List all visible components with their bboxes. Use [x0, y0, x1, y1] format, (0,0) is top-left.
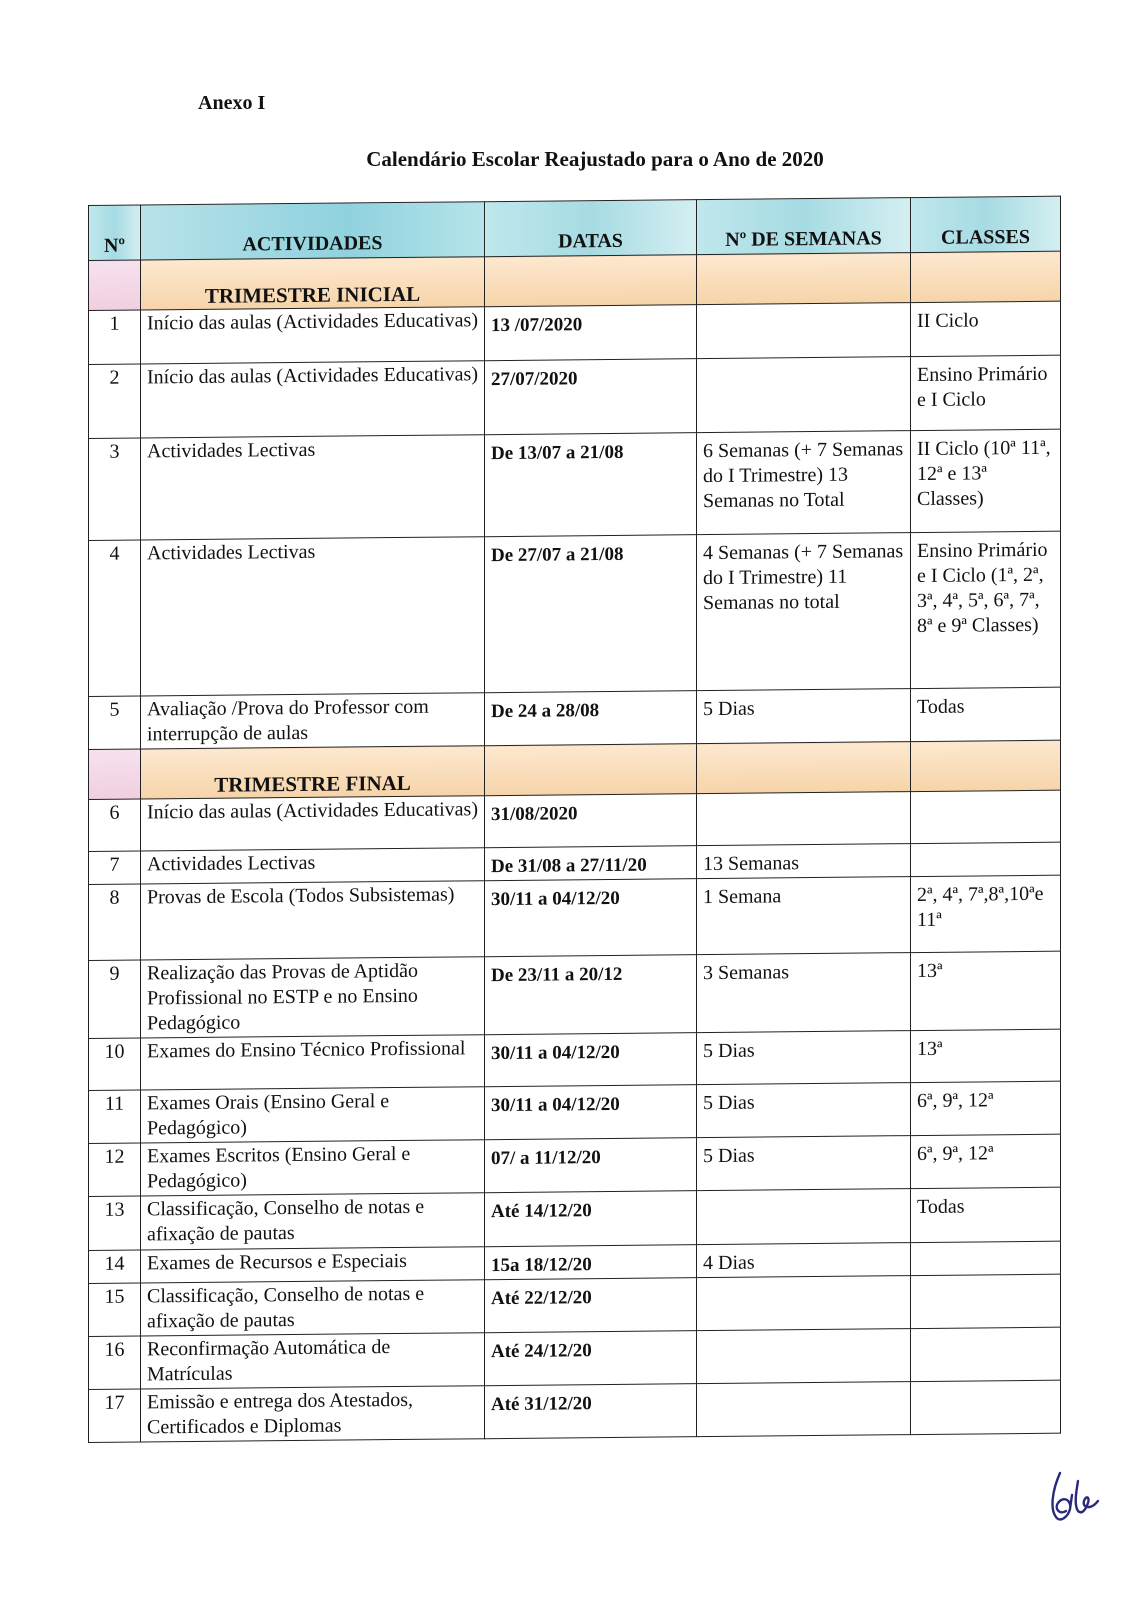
classes-cell: Ensino Primário e I Ciclo — [911, 355, 1061, 430]
weeks-cell: 3 Semanas — [697, 953, 911, 1033]
activity-cell: Exames Escritos (Ensino Geral e Pedagógico) — [141, 1140, 485, 1196]
header-activities: ACTIVIDADES — [141, 202, 485, 260]
weeks-cell — [697, 1276, 911, 1331]
classes-cell: Todas — [911, 1187, 1061, 1242]
dates-cell: 07/ a 11/12/20 — [485, 1138, 697, 1193]
table-row — [89, 1029, 1061, 1090]
weeks-cell — [697, 1329, 911, 1384]
dates-cell: 27/07/2020 — [485, 359, 697, 435]
activity-cell: Exames do Ensino Técnico Profissional — [141, 1035, 485, 1090]
dates-cell: 30/11 a 04/12/20 — [485, 1033, 697, 1087]
table-row — [89, 1187, 1061, 1250]
activity-cell: Exames de Recursos e Especiais — [141, 1247, 485, 1283]
table-row — [89, 1327, 1061, 1389]
row-number: 2 — [89, 364, 141, 438]
activity-cell: Classificação, Conselho de notas e afixação de pautas — [141, 1193, 485, 1250]
weeks-cell — [697, 303, 911, 359]
section-title: TRIMESTRE INICIAL — [141, 257, 485, 310]
calendar-table — [88, 196, 1061, 1443]
weeks-cell: 6 Semanas (+ 7 Semanas do I Trimestre) 13 Semanas no Total — [697, 431, 911, 535]
section-empty-cell — [911, 740, 1061, 791]
classes-cell: II Ciclo (10ª 11ª, 12ª e 13ª Classes) — [911, 429, 1061, 532]
weeks-cell: 5 Dias — [697, 1031, 911, 1085]
activity-cell: Início das aulas (Actividades Educativas) — [141, 361, 485, 438]
classes-cell — [911, 1380, 1061, 1434]
dates-cell: De 24 a 28/08 — [485, 691, 697, 746]
classes-cell: 2ª, 4ª, 7ª,8ª,10ªe 11ª — [911, 875, 1061, 952]
weeks-cell — [697, 357, 911, 433]
row-number: 9 — [89, 960, 141, 1038]
table-row — [89, 1081, 1061, 1143]
dates-cell: De 27/07 a 21/08 — [485, 535, 697, 693]
activity-cell: Início das aulas (Actividades Educativas) — [141, 796, 485, 851]
row-number: 4 — [89, 540, 141, 696]
dates-cell: Até 31/12/20 — [485, 1384, 697, 1439]
classes-cell: 13ª — [911, 1029, 1061, 1082]
classes-cell: 6ª, 9ª, 12ª — [911, 1134, 1061, 1188]
table-row — [89, 355, 1061, 438]
table-row — [89, 875, 1061, 960]
table-row — [89, 1380, 1061, 1442]
row-number: 16 — [89, 1336, 141, 1389]
activity-cell: Início das aulas (Actividades Educativas) — [141, 307, 485, 364]
classes-cell — [911, 1327, 1061, 1381]
dates-cell: Até 24/12/20 — [485, 1331, 697, 1386]
weeks-cell — [697, 1382, 911, 1437]
dates-cell: Até 14/12/20 — [485, 1191, 697, 1247]
page-title: Calendário Escolar Reajustado para o Ano de 2020 — [366, 147, 824, 171]
classes-cell: 6ª, 9ª, 12ª — [911, 1081, 1061, 1135]
header-dates: DATAS — [485, 200, 697, 257]
classes-cell — [911, 790, 1061, 843]
weeks-cell — [697, 1189, 911, 1245]
header-weeks: Nº DE SEMANAS — [697, 198, 911, 255]
activity-cell: Avaliação /Prova do Professor com interrupção de aulas — [141, 693, 485, 749]
activity-cell: Reconfirmação Automática de Matrículas — [141, 1333, 485, 1389]
row-number: 5 — [89, 696, 141, 749]
annex-label: Anexo I — [198, 92, 266, 114]
row-number: 8 — [89, 884, 141, 960]
row-number: 3 — [89, 438, 141, 540]
row-number: 15 — [89, 1283, 141, 1336]
weeks-cell — [697, 792, 911, 846]
weeks-cell: 13 Semanas — [697, 844, 911, 879]
row-number: 11 — [89, 1090, 141, 1143]
dates-cell: 31/08/2020 — [485, 794, 697, 848]
activity-cell: Classificação, Conselho de notas e afixação de pautas — [141, 1280, 485, 1336]
dates-cell: Até 22/12/20 — [485, 1278, 697, 1333]
section-empty-cell — [485, 255, 697, 307]
table-row — [89, 790, 1061, 851]
activity-cell: Realização das Provas de Aptidão Profissional no ESTP e no Ensino Pedagógico — [141, 957, 485, 1038]
weeks-cell: 5 Dias — [697, 689, 911, 744]
activity-cell: Emissão e entrega dos Atestados, Certificados e Diplomas — [141, 1386, 485, 1442]
weeks-cell: 4 Semanas (+ 7 Semanas do I Trimestre) 11 Semanas no total — [697, 533, 911, 691]
table-body — [89, 251, 1061, 1442]
section-empty-cell — [485, 744, 697, 796]
dates-cell: De 31/08 a 27/11/20 — [485, 846, 697, 881]
section-title: TRIMESTRE FINAL — [141, 746, 485, 799]
weeks-cell: 4 Dias — [697, 1243, 911, 1278]
row-number: 14 — [89, 1250, 141, 1283]
classes-cell — [911, 1241, 1061, 1275]
table-row — [89, 1274, 1061, 1336]
row-number: 10 — [89, 1038, 141, 1090]
signature-image — [1042, 1465, 1106, 1529]
row-number: 13 — [89, 1196, 141, 1250]
table-row — [89, 531, 1061, 696]
dates-cell: 15a 18/12/20 — [485, 1245, 697, 1280]
table-row — [89, 301, 1061, 364]
classes-cell: 13ª — [911, 951, 1061, 1030]
activity-cell: Provas de Escola (Todos Subsistemas) — [141, 881, 485, 960]
weeks-cell: 1 Semana — [697, 877, 911, 955]
dates-cell: De 23/11 a 20/12 — [485, 955, 697, 1035]
table-row — [89, 429, 1061, 540]
weeks-cell: 5 Dias — [697, 1083, 911, 1138]
classes-cell: Ensino Primário e I Ciclo (1ª, 2ª, 3ª, 4ª, 5ª, 6ª, 7ª, 8ª e 9ª Classes) — [911, 531, 1061, 688]
activity-cell: Exames Orais (Ensino Geral e Pedagógico) — [141, 1087, 485, 1143]
activity-cell: Actividades Lectivas — [141, 848, 485, 884]
header-row — [89, 196, 1061, 260]
table-row — [89, 687, 1061, 749]
classes-cell — [911, 842, 1061, 876]
row-number: 12 — [89, 1143, 141, 1196]
activity-cell: Actividades Lectivas — [141, 435, 485, 540]
dates-cell: 13 /07/2020 — [485, 305, 697, 361]
table-row — [89, 1134, 1061, 1196]
dates-cell: 30/11 a 04/12/20 — [485, 879, 697, 957]
header-num: Nº — [89, 205, 141, 260]
dates-cell: De 13/07 a 21/08 — [485, 433, 697, 537]
header-classes: CLASSES — [911, 196, 1061, 252]
row-number: 17 — [89, 1389, 141, 1442]
activity-cell: Actividades Lectivas — [141, 537, 485, 696]
section-empty-cell — [911, 251, 1061, 302]
row-number: 7 — [89, 851, 141, 884]
row-number: 6 — [89, 799, 141, 851]
classes-cell: II Ciclo — [911, 301, 1061, 356]
weeks-cell: 5 Dias — [697, 1136, 911, 1191]
classes-cell: Todas — [911, 687, 1061, 741]
section-empty-cell — [697, 253, 911, 305]
dates-cell: 30/11 a 04/12/20 — [485, 1085, 697, 1140]
section-empty-cell — [697, 742, 911, 794]
table-row — [89, 951, 1061, 1038]
section-num-cell — [89, 260, 141, 310]
row-number: 1 — [89, 310, 141, 364]
classes-cell — [911, 1274, 1061, 1328]
section-num-cell — [89, 749, 141, 799]
